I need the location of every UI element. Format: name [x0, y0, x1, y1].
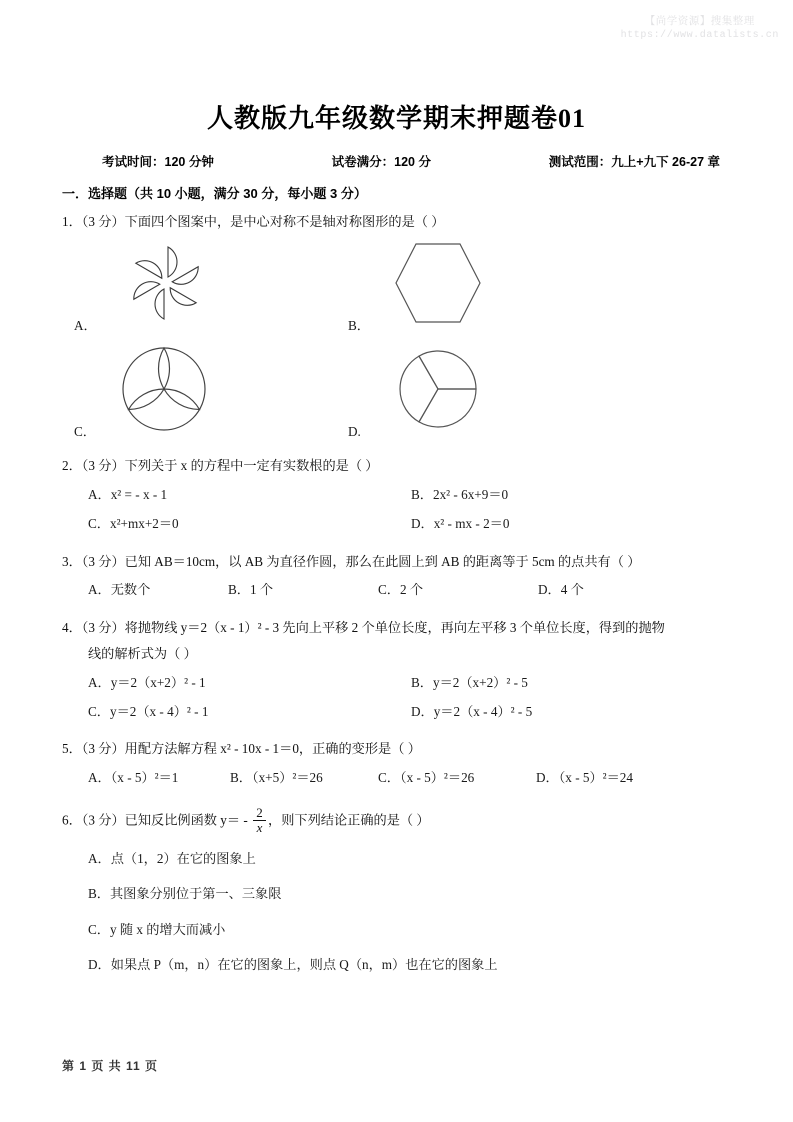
question-3-stem: 3．（3 分）已知 AB＝10cm，以 AB 为直径作圆，那么在此圆上到 AB 的距离等于 5cm 的点共有（ ）: [62, 553, 641, 569]
question-2: [62, 456, 734, 535]
question-1-option-a[interactable]: [74, 236, 344, 336]
question-3-option-c[interactable]: C．2 个: [378, 582, 424, 598]
question-6: [62, 807, 734, 974]
question-1-figure-row-bottom: [74, 342, 714, 442]
question-3-option-b[interactable]: B．1 个: [228, 582, 274, 598]
question-1-figure-row-top: [74, 236, 714, 336]
question-6-option-c[interactable]: C．y 随 x 的增大而减小: [88, 921, 226, 937]
exam-time: 考试时间：120 分钟: [102, 155, 214, 169]
question-6-fraction-numerator: 2: [256, 805, 263, 821]
question-2-options-row-1: [88, 484, 734, 506]
questions-container: [62, 212, 734, 989]
question-4-stem-line-2: 线的解析式为（ ）: [88, 646, 197, 662]
question-4-option-a[interactable]: A．y＝2（x+2）² - 1: [88, 674, 206, 690]
question-5-stem: 5．（3 分）用配方法解方程 x² - 10x - 1＝0，正确的变形是（ ）: [62, 741, 421, 757]
hexagon-icon: [388, 236, 488, 336]
page-footer: 第 1 页 共 11 页: [62, 1059, 159, 1073]
question-3-options-row: [88, 579, 734, 601]
question-2-option-c[interactable]: C．x²+mx+2＝0: [88, 516, 179, 532]
question-2-stem: 2．（3 分）下列关于 x 的方程中一定有实数根的是（ ）: [62, 458, 379, 474]
question-2-option-b[interactable]: B．2x² - 6x+9＝0: [411, 486, 509, 502]
watermark-url: https://www.datalists.cn: [620, 30, 779, 42]
question-6-fraction: [253, 806, 266, 835]
page-title: 人教版九年级数学期末押题卷01: [206, 104, 586, 133]
question-3-option-a[interactable]: A．无数个: [88, 582, 151, 598]
section-heading-choice: 一．选择题（共 10 小题，满分 30 分，每小题 3 分）: [62, 186, 367, 201]
question-5-option-b[interactable]: B．（x+5）²＝26: [230, 769, 323, 785]
question-4-option-b[interactable]: B．y＝2（x+2）² - 5: [411, 674, 528, 690]
question-3-option-d[interactable]: D．4 个: [538, 582, 584, 598]
question-6-stem-prefix: 6．（3 分）已知反比例函数 y＝ -: [62, 812, 252, 828]
question-1-figures: [74, 236, 714, 442]
question-2-option-d[interactable]: D．x² - mx - 2＝0: [411, 516, 510, 532]
question-1: [62, 212, 734, 442]
question-5-option-c[interactable]: C．（x - 5）²＝26: [378, 769, 475, 785]
question-2-option-a[interactable]: A．x² = - x - 1: [88, 486, 168, 502]
question-1-stem: 1．（3 分）下面四个图案中，是中心对称不是轴对称图形的是（ ）: [62, 214, 445, 229]
question-6-fraction-denominator: x: [256, 819, 263, 835]
question-1-option-b-label: B．: [348, 318, 370, 334]
question-4-option-c[interactable]: C．y＝2（x - 4）² - 1: [88, 704, 209, 720]
watermark: [621, 14, 779, 44]
question-1-option-d[interactable]: [348, 342, 618, 442]
question-4-option-d[interactable]: D．y＝2（x - 4）² - 5: [411, 704, 533, 720]
three-blade-pinwheel-icon: [388, 342, 488, 442]
question-1-option-d-label: D.: [348, 424, 361, 440]
question-5: [62, 739, 734, 789]
exam-total-score: 试卷满分：120 分: [331, 155, 431, 169]
question-2-options-row-2: [88, 513, 734, 535]
question-5-option-d[interactable]: D．（x - 5）²＝24: [536, 769, 633, 785]
question-6-option-b[interactable]: B．其图象分别位于第一、三象限: [88, 886, 282, 902]
six-petal-pinwheel-icon: [114, 236, 219, 336]
question-6-option-d[interactable]: D．如果点 P（m，n）在它的图象上，则点 Q（n，m）也在它的图象上: [88, 956, 498, 972]
watermark-source-label: 【尚学资源】搜集整理: [644, 15, 755, 27]
question-5-options-row: [88, 767, 734, 789]
question-1-option-c[interactable]: [74, 342, 344, 442]
question-6-stem: [62, 807, 734, 836]
question-5-option-a[interactable]: A．（x - 5）²＝1: [88, 769, 179, 785]
exam-scope: 测试范围：九上+九下 26-27 章: [548, 155, 720, 169]
question-1-option-b[interactable]: [348, 236, 618, 336]
question-6-stem-suffix: ，则下列结论正确的是（ ）: [268, 812, 430, 828]
circle-trefoil-icon: [114, 342, 214, 442]
question-3: [62, 552, 734, 602]
question-4-options-row-2: [88, 701, 734, 723]
question-4: [62, 618, 734, 724]
question-1-option-a-label: A．: [74, 318, 97, 334]
exam-meta-row: [70, 152, 730, 170]
question-1-option-c-label: C．: [74, 424, 96, 440]
question-4-stem-line-1: 4．（3 分）将抛物线 y＝2（x - 1）² - 3 先向上平移 2 个单位长度，再向左平移 3 个单位长度，得到的抛物: [62, 619, 665, 635]
question-6-option-a[interactable]: A．点（1，2）在它的图象上: [88, 851, 256, 867]
question-4-options-row-1: [88, 672, 734, 694]
question-6-options: [88, 848, 734, 975]
